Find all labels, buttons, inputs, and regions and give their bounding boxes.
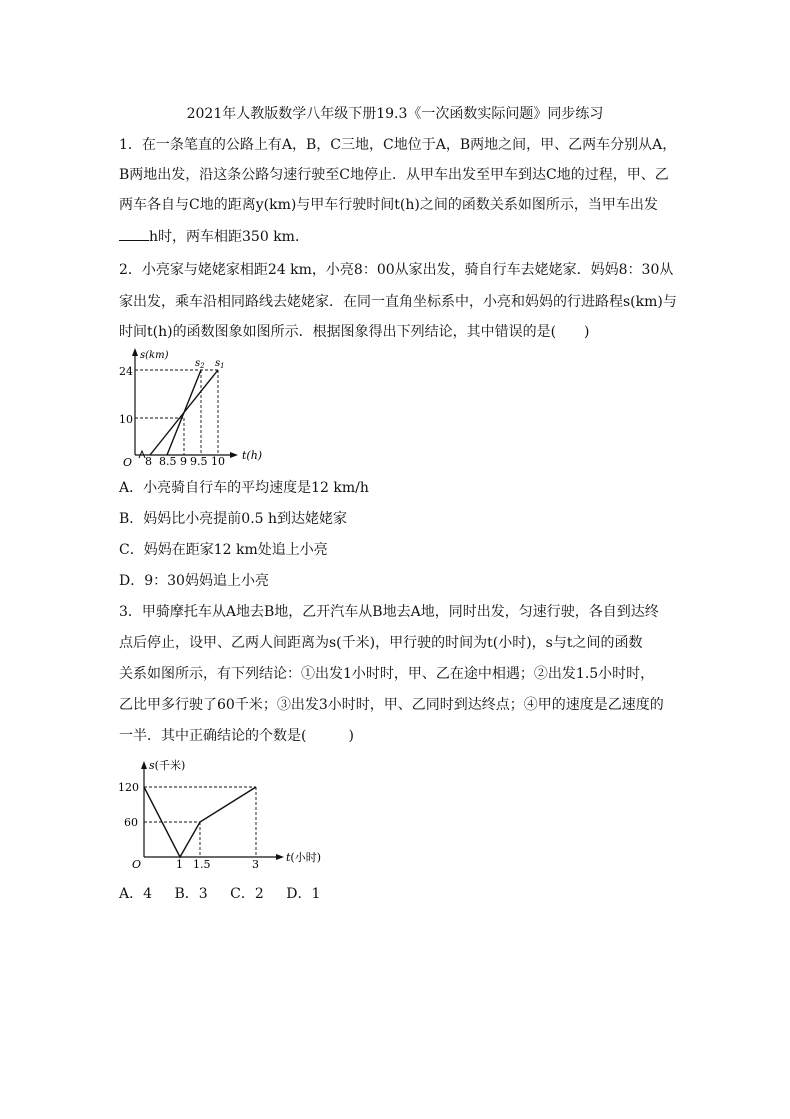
- q2-option-d: D．9：30妈妈追上小亮: [119, 573, 269, 589]
- q3-line-1: 3．甲骑摩托车从A地去B地，乙开汽车从B地去A地，同时出发，匀速行驶，各自到达终: [119, 604, 659, 620]
- q3-y-tick-120: 120: [118, 781, 139, 794]
- q3-x-arrow: [276, 854, 284, 860]
- q2-x-label: t(h): [242, 449, 263, 462]
- q2-option-b: B．妈妈比小亮提前0.5 h到达姥姥家: [119, 511, 348, 527]
- q3-option-d: D．1: [286, 886, 321, 902]
- q3-option-a: A．4: [119, 886, 153, 902]
- q3-graph: [118, 755, 338, 875]
- q2-y-tick-24: 24: [119, 365, 133, 378]
- q2-y-arrow: [132, 348, 138, 356]
- q3-y-arrow: [141, 761, 147, 769]
- q3-line-2: 点后停止，设甲、乙两人间距离为s(千米)，甲行驶的时间为t(小时)，s与t之间的函数: [119, 635, 643, 651]
- q3-origin: O: [132, 858, 142, 871]
- q2-x-tick-8: 8: [145, 455, 152, 468]
- q1-line-1: 1．在一条笔直的公路上有A，B，C三地，C地位于A，B两地之间，甲、乙两车分别从A，: [119, 137, 677, 153]
- q3-x-tick-1-5: 1.5: [193, 858, 211, 871]
- q1-line-3: 两车各自与C地的距离y(km)与甲车行驶时间t(h)之间的函数关系如图所示，当甲车出发: [119, 197, 658, 213]
- q2-x-tick-9-5: 9.5: [190, 455, 208, 468]
- q2-s2-label: $s_2$: [195, 358, 205, 370]
- q3-x-label: t(小时): [286, 851, 322, 864]
- q1-line-4: [119, 228, 679, 246]
- q2-line-s2: [167, 370, 201, 455]
- q2-option-c: C．妈妈在距家12 km处追上小亮: [119, 542, 328, 558]
- q3-line-5: 一半．其中正确结论的个数是( ): [119, 728, 354, 744]
- q2-option-a: A．小亮骑自行车的平均速度是12 km/h: [119, 480, 369, 496]
- q2-s1-label: $s_1$: [215, 358, 225, 370]
- page-title: 2021年人教版数学八年级下册19.3《一次函数实际问题》同步练习: [186, 106, 604, 122]
- q2-line-1: 2．小亮家与姥姥家相距24 km，小亮8：00从家出发，骑自行车去姥姥家．妈妈8：30从: [119, 262, 674, 278]
- q2-line-2: 家出发，乘车沿相同路线去姥姥家．在同一直角坐标系中，小亮和妈妈的行进路程s(km)与: [119, 294, 677, 310]
- q3-x-tick-3: 3: [252, 858, 259, 871]
- answer-blank[interactable]: [119, 228, 149, 241]
- q2-x-tick-9: 9: [180, 455, 187, 468]
- q1-line-4-tail: h时，两车相距350 km．: [149, 229, 309, 245]
- q3-y-tick-60: 60: [124, 816, 138, 829]
- q3-option-c: C．2: [230, 886, 264, 902]
- q3-line-3: 关系如图所示，有下列结论：①出发1小时时，甲、乙在途中相遇；②出发1.5小时时，: [119, 666, 655, 682]
- q3-line-4: 乙比甲多行驶了60千米；③出发3小时时，甲、乙同时到达终点；④甲的速度是乙速度的: [119, 697, 664, 713]
- q3-y-label: s(千米): [149, 759, 186, 772]
- q2-graph: [115, 345, 275, 470]
- q1-line-2: B两地出发，沿这条公路匀速行驶至C地停止．从甲车出发至甲车到达C地的过程，甲、乙: [119, 167, 669, 183]
- q3-options: [119, 885, 679, 903]
- q2-y-tick-10: 10: [119, 413, 133, 426]
- q3-option-b: B．3: [174, 886, 208, 902]
- q2-x-arrow: [230, 452, 238, 458]
- q2-x-tick-10: 10: [211, 455, 225, 468]
- q2-line-3: 时间t(h)的函数图象如图所示．根据图象得出下列结论，其中错误的是( ): [119, 324, 590, 340]
- q2-origin: O: [123, 456, 133, 469]
- q2-y-label: s(km): [140, 350, 169, 361]
- q2-x-tick-8-5: 8.5: [159, 455, 177, 468]
- q3-x-tick-1: 1: [176, 858, 183, 871]
